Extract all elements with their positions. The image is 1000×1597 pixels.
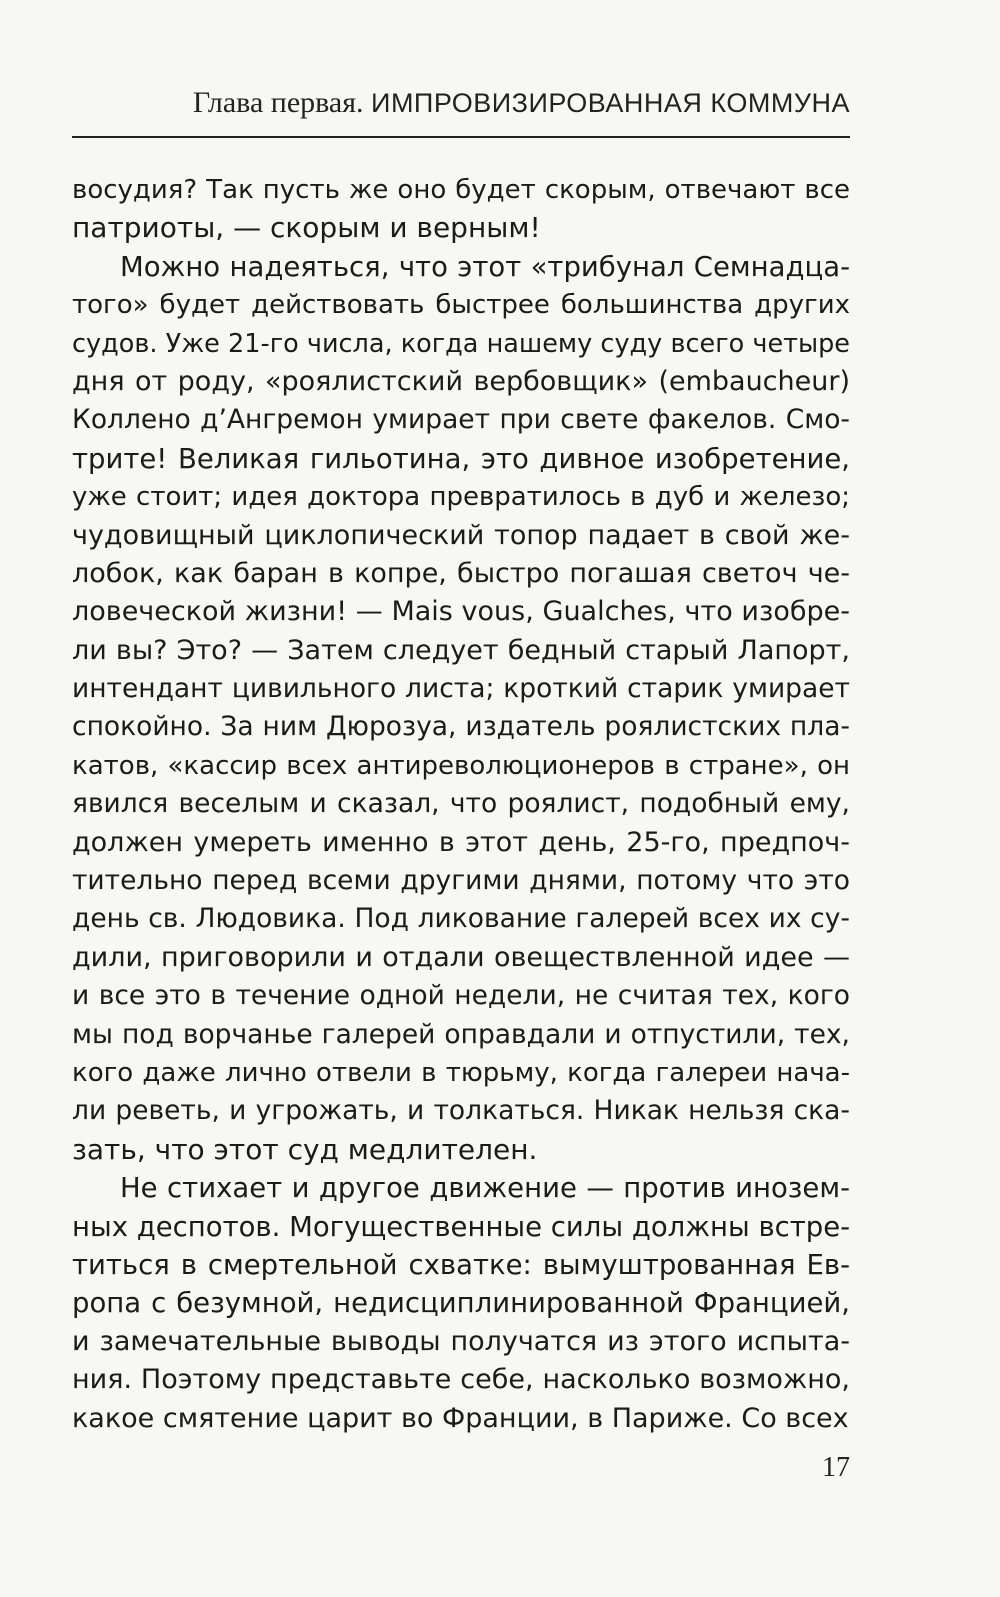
text-line: Коллено д’Ангремон умирает при свете факелов. Смо- (72, 404, 850, 436)
chapter-label: Глава первая. (192, 86, 364, 119)
text-line: ния. Поэтому представьте себе, насколько возможно, (72, 1364, 850, 1396)
text-line: патриоты, — скорым и верным! (72, 211, 541, 245)
text-line: спокойно. За ним Дюрозуа, издатель роялистских пла- (72, 711, 850, 743)
text-line: дили, приговорили и отдали овеществленной идее — (72, 941, 850, 973)
text-line: восудия? Так пусть же оно будет скорым, отвечают все (72, 175, 850, 205)
chapter-title: ИМПРОВИЗИРОВАННАЯ КОММУНА (371, 88, 850, 118)
paragraph (72, 1169, 850, 1438)
paragraph (72, 248, 850, 1169)
text-line: зать, что этот суд медлителен. (72, 1132, 538, 1166)
text-line: судов. Уже 21-го числа, когда нашему суду всего четыре (72, 328, 850, 359)
header-rule (72, 136, 850, 138)
text-line: и замечательные выводы получатся из этого испыта- (72, 1325, 850, 1357)
text-line: титься в смертельной схватке: вымуштрованная Ев- (72, 1248, 850, 1281)
text-line: ных деспотов. Могущественные силы должны встре- (72, 1210, 851, 1243)
text-line: ловеческой жизни! — Mais vous, Gualches, что изобре- (72, 596, 850, 628)
text-line: и все это в течение одной недели, не считая тех, кого (72, 980, 850, 1012)
text-line: чудовищный циклопический топор падает в свой же- (72, 519, 850, 551)
text-line: Не стихает и другое движение — против инозем- (120, 1172, 850, 1205)
text-line: тительно перед всеми другими днями, потому что это (72, 865, 850, 897)
text-line: уже стоит; идея доктора превратилось в дуб и железо; (72, 482, 850, 513)
running-head (72, 86, 850, 120)
text-line: какое смятение царит во Франции, в Париже. Со всех (72, 1402, 849, 1434)
text-line: дня от роду, «роялистский вербовщик» (embaucheur) (72, 365, 850, 397)
text-line: ли вы? Это? — Затем следует бедный старый Лапорт, (72, 634, 850, 666)
text-line: ли реветь, и угрожать, и толкаться. Никак нельзя ска- (72, 1095, 850, 1127)
text-line: Можно надеяться, что этот «трибунал Семнадца- (120, 250, 850, 283)
text-line: лобок, как баран в копре, быстро погашая светоч че- (72, 557, 850, 589)
text-line: интендант цивильного листа; кроткий старик умирает (72, 673, 850, 705)
page-number: 17 (822, 1452, 850, 1483)
text-line: должен умереть именно в этот день, 25-го, предпоч- (72, 826, 850, 858)
text-line: трите! Великая гильотина, это дивное изобретение, (72, 442, 850, 475)
text-line: ропа с безумной, недисциплинированной Францией, (72, 1287, 850, 1320)
text-line: явился веселым и сказал, что роялист, подобный ему, (72, 788, 850, 820)
body-text (72, 171, 850, 1438)
text-line: того» будет действовать быстрее большинства других (72, 290, 850, 321)
text-line: мы под ворчанье галерей оправдали и отпустили, тех, (72, 1018, 850, 1050)
text-line: день св. Людовика. Под ликование галерей всех их су- (72, 903, 850, 935)
text-line: катов, «кассир всех антиреволюционеров в стране», он (72, 750, 850, 781)
text-line: кого даже лично отвели в тюрьму, когда галереи нача- (72, 1057, 850, 1088)
paragraph (72, 171, 850, 248)
